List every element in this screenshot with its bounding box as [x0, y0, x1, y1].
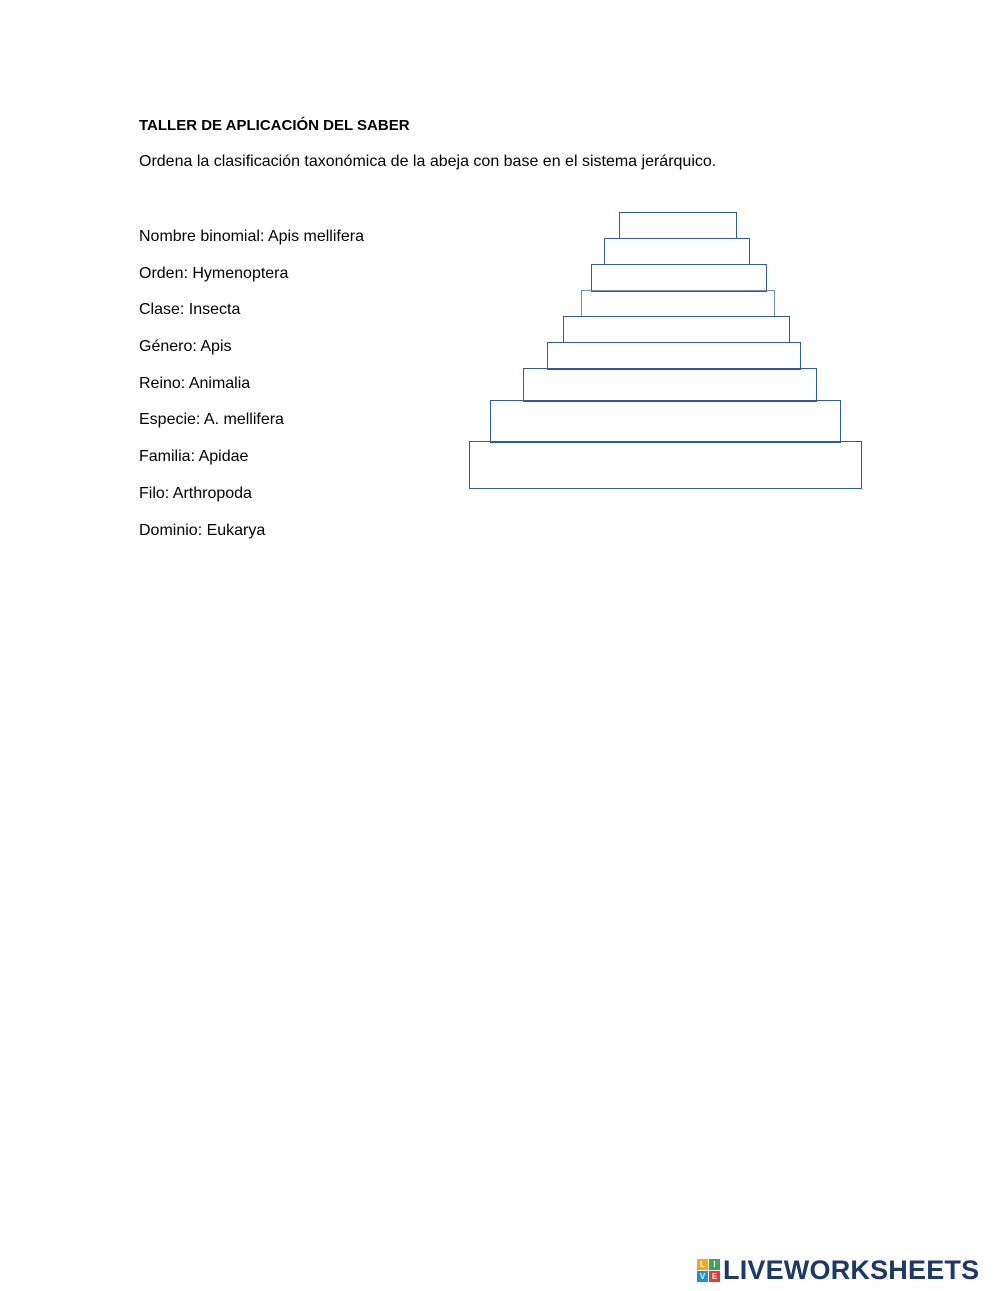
taxonomy-items-list	[139, 227, 364, 557]
pyramid-level-4-answer-box[interactable]	[581, 290, 775, 317]
taxonomy-item: Filo: Arthropoda	[139, 484, 252, 502]
taxonomy-item: Reino: Animalia	[139, 374, 251, 392]
logo-mark-tile: V	[697, 1271, 708, 1282]
taxonomy-item: Clase: Insecta	[139, 301, 241, 319]
pyramid-level-5-answer-box[interactable]	[563, 316, 790, 343]
taxonomy-item: Nombre binomial: Apis mellifera	[139, 228, 364, 245]
pyramid-level-1-answer-box[interactable]	[619, 212, 737, 239]
worksheet-title: TALLER DE APLICACIÓN DEL SABER	[139, 117, 410, 134]
pyramid-level-9-answer-box[interactable]	[469, 441, 862, 489]
pyramid-level-2-answer-box[interactable]	[604, 238, 750, 265]
taxonomy-item: Familia: Apidae	[139, 448, 249, 466]
logo-text: LIVEWORKSHEETS	[723, 1254, 980, 1285]
logo-mark-tile: L	[697, 1259, 708, 1270]
taxonomy-item: Especie: A. mellifera	[139, 411, 284, 429]
taxonomy-item: Dominio: Eukarya	[139, 521, 266, 539]
worksheet-instruction: Ordena la clasificación taxonómica de la abeja con base en el sistema jerárquico.	[139, 153, 717, 170]
logo-mark-tile: E	[709, 1271, 720, 1282]
pyramid-level-8-answer-box[interactable]	[490, 400, 841, 443]
logo-mark-tile: I	[709, 1259, 720, 1270]
liveworksheets-logo	[697, 1255, 979, 1285]
logo-mark-icon	[697, 1259, 720, 1282]
taxonomy-item: Género: Apis	[139, 338, 232, 356]
pyramid-level-6-answer-box[interactable]	[547, 342, 801, 370]
pyramid-level-7-answer-box[interactable]	[523, 368, 817, 402]
taxonomy-item: Orden: Hymenoptera	[139, 264, 289, 282]
pyramid-level-3-answer-box[interactable]	[591, 264, 767, 292]
